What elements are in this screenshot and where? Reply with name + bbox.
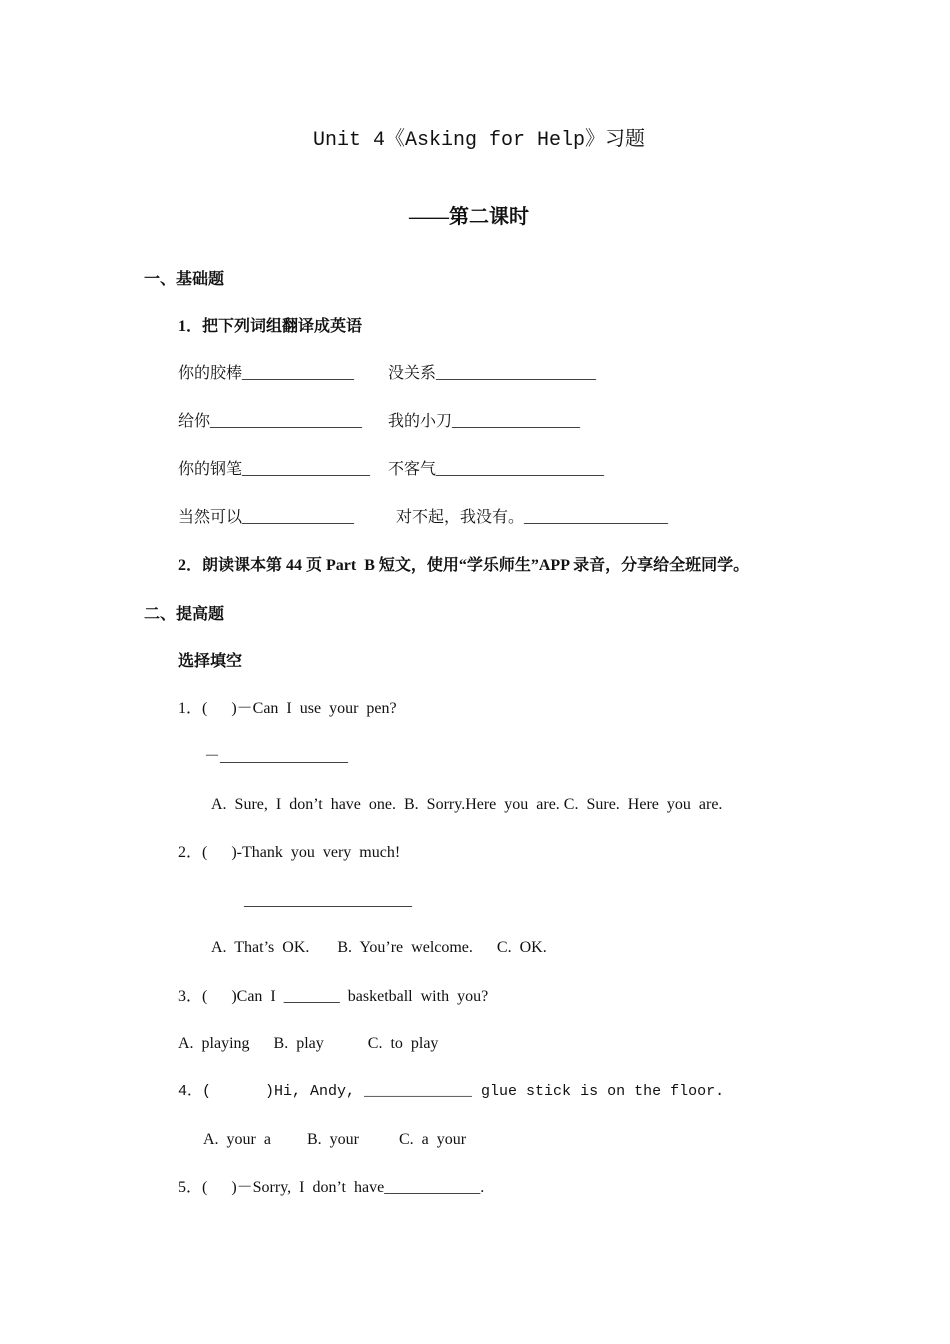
mc-question-4-options: A. your a B. your C. a your bbox=[203, 1131, 467, 1148]
mc-question-2-options: A. That’s OK. B. You’re welcome. C. OK. bbox=[211, 939, 547, 956]
translate-item: 给你___________________ bbox=[178, 413, 363, 430]
mc-question-4-stem: 4．( )Hi, Andy, ____________ glue stick is on the floor. bbox=[178, 1083, 725, 1100]
question-1-heading: 1．把下列词组翻译成英语 bbox=[178, 318, 363, 335]
translate-item: 当然可以______________ bbox=[178, 509, 355, 526]
mc-question-1-stem: 1．( )－Can I use your pen? bbox=[178, 700, 397, 717]
translate-item: 你的胶棒______________ bbox=[178, 365, 355, 382]
mc-question-1-options: A. Sure, I don’t have one. B. Sorry.Here you are. C. Sure. Here you are. bbox=[211, 796, 723, 813]
multiple-choice-heading: 选择填空 bbox=[178, 653, 243, 670]
section-heading-advanced: 二、提高题 bbox=[144, 606, 225, 623]
page-subtitle: ——第二课时 bbox=[409, 206, 529, 228]
mc-question-3-stem: 3．( )Can I _______ basketball with you? bbox=[178, 988, 489, 1005]
mc-question-1-answer-line: －________________ bbox=[204, 748, 349, 765]
page-title: Unit 4《Asking for Help》习题 bbox=[313, 129, 646, 152]
section-heading-basic: 一、基础题 bbox=[144, 271, 225, 288]
mc-question-2-answer-line: _____________________ bbox=[244, 892, 412, 909]
translate-item: 没关系____________________ bbox=[388, 365, 597, 382]
translate-item: 对不起，我没有。__________________ bbox=[396, 509, 669, 526]
mc-question-2-stem: 2．( )-Thank you very much! bbox=[178, 844, 401, 861]
translate-item: 不客气_____________________ bbox=[388, 461, 605, 478]
mc-question-3-options: A. playing B. play C. to play bbox=[178, 1035, 439, 1052]
question-2-reading-task: 2．朗读课本第 44 页 Part B 短文，使用“学乐师生”APP 录音，分享给全班同学。 bbox=[178, 557, 750, 574]
translate-item: 你的钢笔________________ bbox=[178, 461, 371, 478]
mc-question-5-stem: 5．( )－Sorry, I don’t have____________. bbox=[178, 1179, 485, 1196]
translate-item: 我的小刀________________ bbox=[388, 413, 581, 430]
